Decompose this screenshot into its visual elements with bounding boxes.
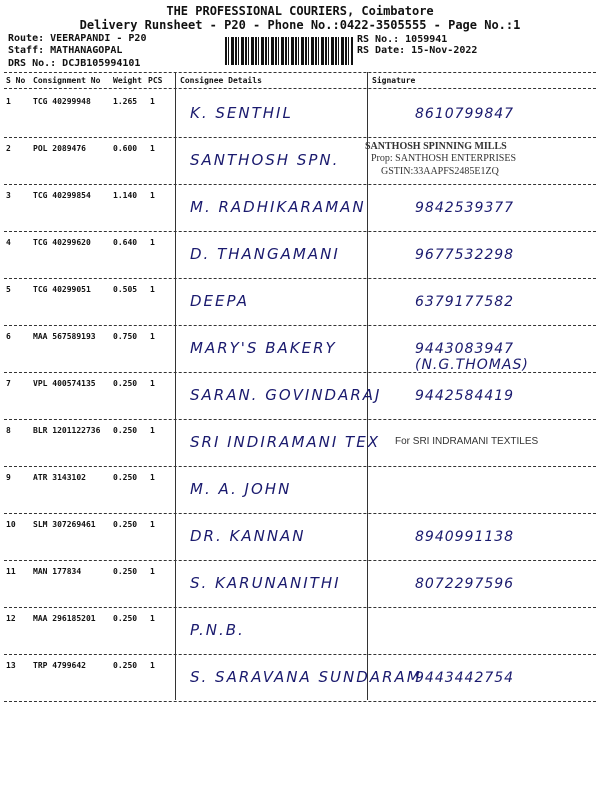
row-consignee: D. THANGAMANI xyxy=(190,245,340,263)
row-consignment: TCG 40299948 xyxy=(33,97,91,106)
row-pcs: 1 xyxy=(150,332,155,341)
row-sno: 6 xyxy=(6,332,11,341)
row-divider xyxy=(4,372,596,373)
row-divider xyxy=(4,419,596,420)
row-signature: 9442584419 xyxy=(415,388,515,404)
row-signature: 8072297596 xyxy=(415,576,515,592)
header-sno: S No xyxy=(6,76,26,85)
row-divider xyxy=(4,325,596,326)
row-divider xyxy=(4,466,596,467)
rs-number: RS No.: 1059941 xyxy=(357,34,448,45)
row-pcs: 1 xyxy=(150,614,155,623)
row-weight: 0.600 xyxy=(113,144,138,153)
row-weight: 0.250 xyxy=(113,661,138,670)
row-divider xyxy=(4,231,596,232)
row-consignee: K. SENTHIL xyxy=(190,104,293,122)
stamp-santhosh-line3: GSTIN:33AAPFS2485E1ZQ xyxy=(381,166,499,177)
route-label: Route: VEERAPANDI - P20 xyxy=(8,33,147,44)
row-consignee: SARAN. GOVINDARAJ xyxy=(190,386,382,404)
row-weight: 0.250 xyxy=(113,520,138,529)
row-consignment: BLR 1201122736 xyxy=(33,426,101,435)
row-signature: 9443083947 (N.G.THOMAS) xyxy=(415,341,529,373)
row-consignment: MAN 177834 xyxy=(33,567,82,576)
row-consignment: TRP 4799642 xyxy=(33,661,86,670)
row-divider xyxy=(4,513,596,514)
row-sno: 9 xyxy=(6,473,11,482)
row-consignee: S. KARUNANITHI xyxy=(190,574,341,592)
row-sno: 1 xyxy=(6,97,11,106)
rs-date: RS Date: 15-Nov-2022 xyxy=(357,45,478,56)
staff-label: Staff: MATHANAGOPAL xyxy=(8,45,123,56)
row-sno: 3 xyxy=(6,191,11,200)
row-pcs: 1 xyxy=(150,238,155,247)
row-pcs: 1 xyxy=(150,285,155,294)
row-consignment: POL 2089476 xyxy=(33,144,86,153)
row-consignment: VPL 400574135 xyxy=(33,379,96,388)
row-weight: 1.140 xyxy=(113,191,138,200)
row-consignment: MAA 296185201 xyxy=(33,614,96,623)
row-weight: 0.250 xyxy=(113,426,138,435)
header-weight: Weight xyxy=(113,76,142,85)
row-consignment: TCG 40299620 xyxy=(33,238,91,247)
row-consignment: TCG 40299051 xyxy=(33,285,91,294)
stamp-indramani: For SRI INDRAMANI TEXTILES xyxy=(395,436,539,447)
row-consignee: SRI INDIRAMANI TEX xyxy=(190,433,380,451)
row-signature: 8610799847 xyxy=(415,106,515,122)
stamp-santhosh-line2: Prop: SANTHOSH ENTERPRISES xyxy=(371,153,517,164)
row-divider xyxy=(4,137,596,138)
row-pcs: 1 xyxy=(150,379,155,388)
row-weight: 1.265 xyxy=(113,97,138,106)
company-title: THE PROFESSIONAL COURIERS, Coimbatore xyxy=(166,4,434,18)
row-consignment: TCG 40299854 xyxy=(33,191,91,200)
row-pcs: 1 xyxy=(150,144,155,153)
row-sno: 13 xyxy=(6,661,16,670)
table-border-top xyxy=(4,72,596,73)
row-consignee: SANTHOSH SPN. xyxy=(190,151,340,169)
row-sno: 5 xyxy=(6,285,11,294)
row-sno: 12 xyxy=(6,614,16,623)
header-consignment: Consignment No xyxy=(33,76,101,85)
row-sno: 7 xyxy=(6,379,11,388)
table-header-divider xyxy=(4,88,596,89)
row-pcs: 1 xyxy=(150,661,155,670)
row-consignee: DR. KANNAN xyxy=(190,527,306,545)
row-sno: 8 xyxy=(6,426,11,435)
row-consignee: P.N.B. xyxy=(190,621,245,639)
row-pcs: 1 xyxy=(150,191,155,200)
header-pcs: PCS xyxy=(148,76,163,85)
row-pcs: 1 xyxy=(150,97,155,106)
row-sno: 10 xyxy=(6,520,16,529)
row-consignment: ATR 3143102 xyxy=(33,473,86,482)
row-consignee: M. A. JOHN xyxy=(190,480,292,498)
row-divider xyxy=(4,654,596,655)
row-consignment: MAA 567589193 xyxy=(33,332,96,341)
barcode xyxy=(225,37,353,65)
row-weight: 0.505 xyxy=(113,285,138,294)
row-divider xyxy=(4,607,596,608)
row-weight: 0.250 xyxy=(113,614,138,623)
row-weight: 0.640 xyxy=(113,238,138,247)
row-pcs: 1 xyxy=(150,567,155,576)
row-consignee: DEEPA xyxy=(190,292,250,310)
header-signature: Signature xyxy=(372,76,416,85)
row-consignment: SLM 307269461 xyxy=(33,520,96,529)
row-pcs: 1 xyxy=(150,426,155,435)
row-signature: 8940991138 xyxy=(415,529,515,545)
row-divider xyxy=(4,184,596,185)
runsheet-title: Delivery Runsheet - P20 - Phone No.:0422-3505555 - Page No.:1 xyxy=(79,18,521,32)
drs-number: DRS No.: DCJB105994101 xyxy=(8,58,141,69)
row-sno: 11 xyxy=(6,567,16,576)
column-divider xyxy=(175,72,176,700)
row-weight: 0.250 xyxy=(113,567,138,576)
row-consignee: M. RADHIKARAMAN xyxy=(190,198,366,216)
row-weight: 0.750 xyxy=(113,332,138,341)
row-signature: 9842539377 xyxy=(415,200,515,216)
row-weight: 0.250 xyxy=(113,473,138,482)
row-divider xyxy=(4,701,596,702)
stamp-santhosh-line1: SANTHOSH SPINNING MILLS xyxy=(365,141,507,152)
row-consignee: S. SARAVANA SUNDARAM xyxy=(190,668,422,686)
row-weight: 0.250 xyxy=(113,379,138,388)
row-signature: 9443442754 xyxy=(415,670,515,686)
row-consignee: MARY'S BAKERY xyxy=(190,339,337,357)
row-pcs: 1 xyxy=(150,473,155,482)
row-sno: 4 xyxy=(6,238,11,247)
row-signature: 9677532298 xyxy=(415,247,515,263)
row-pcs: 1 xyxy=(150,520,155,529)
row-divider xyxy=(4,560,596,561)
row-sno: 2 xyxy=(6,144,11,153)
row-divider xyxy=(4,278,596,279)
header-consignee: Consignee Details xyxy=(180,76,262,85)
row-signature: 6379177582 xyxy=(415,294,515,310)
